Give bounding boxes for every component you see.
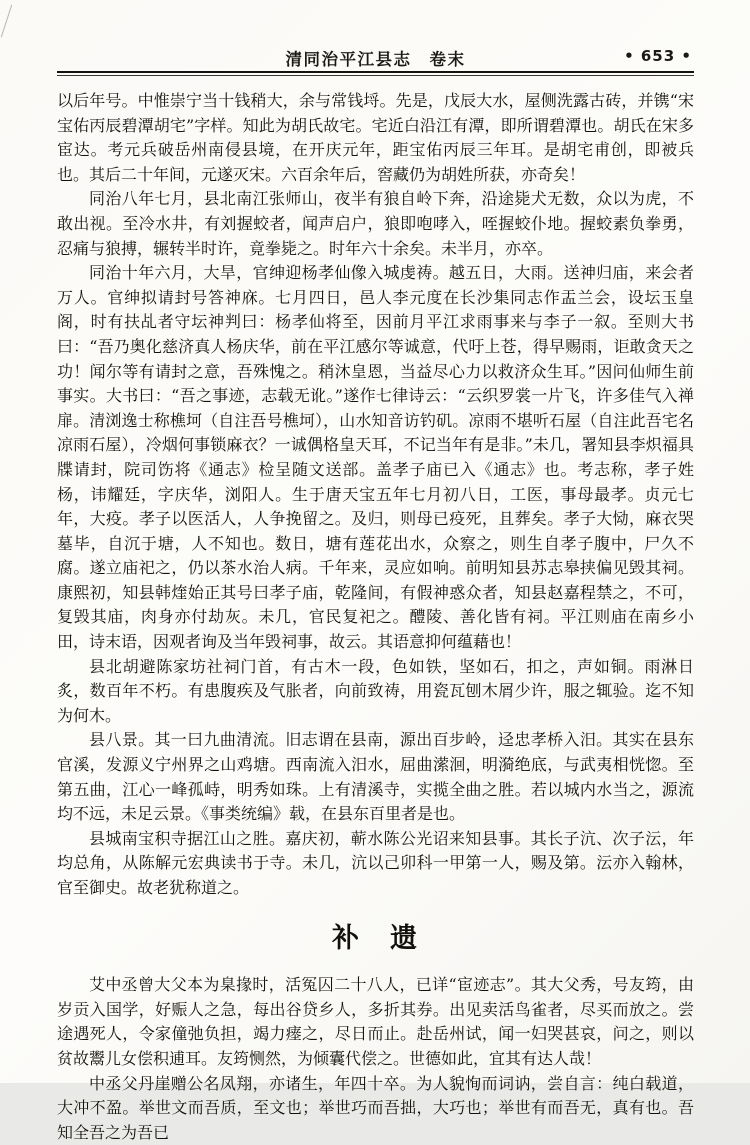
paragraph-danya-fengxiang: 中丞父丹崖赠公名凤翔，亦诸生，年四十卒。为人貌恂而词讷，尝自言：纯白载道，大冲不盈。举世文而吾质，至文也；举世巧而吾拙，大巧也；举世有而吾无，真有也。吾知全吾之为吾已 [57, 1073, 694, 1142]
paragraph-baoji-temple: 县城南宝积寺据江山之胜。嘉庆初，蕲水陈公光诏来知县事。其长子沆、次子沄，年均总角，从陈解元宏典读书于寺。未几，沆以己卯科一甲第一人，赐及第。沄亦入翰林，官至御史。故老犹称道之。 [57, 828, 694, 897]
scan-scratch-artifact [1, 5, 12, 38]
paragraph-ai-family: 艾中丞曾大父本为臬掾时，活冤囚二十八人，已详“宦迹志”。其大父秀，号友筠，由岁贡入国学，好赈人之急，每出谷贷乡人，多折其券。出见卖活鸟雀者，尽买而放之。尝途遇死人，令家僮弛负担，竭力瘗之，尽日而止。赴岳州试，闻一妇哭甚哀，问之，则以贫故鬻儿女偿积逋耳。友筠恻然，为倾囊代偿之。世德如此，宜其有达人哉！ [57, 975, 694, 1068]
section-heading-buyi: 补 遗 [332, 922, 419, 954]
paragraph-yang-xiaoxian: 同治十年六月，大旱，官绅迎杨孝仙像入城虔祷。越五日，大雨。送神归庙，来会者万人。官绅拟请封号答神庥。七月四日，邑人李元度在长沙集同志作盂兰会，设坛玉皇阁，时有扶乩者守坛神判曰：杨孝仙将至，因前月平江求雨事来与李子一叙。至则大书曰：“吾乃奥化慈济真人杨庆华，前在平江感尔等诚意，代吁上苍，得早赐雨，讵敢贪天之功！闻尔等有请封之意，吾殊愧之。稍沐皇恩，当益尽心力以救济众生耳。”因问仙师生前事实。大书曰：“吾之事迹，志载无讹。”遂作七律诗云：“云织罗裳一片飞，许多佳气入禅扉。清浏逸士称樵坷（自注吾号樵坷），山水知音访钓矶。凉雨不堪听石屋（自注此吾宅名凉雨石屋），冷烟何事锁麻衣？一诚偶格皇天耳，不记当年有是非。”未几，署知县李炽福具牒请封，院司饬将《通志》检呈随文送部。盖孝子庙已入《通志》也。考志称，孝子姓杨，讳耀廷，字庆华，浏阳人。生于唐天宝五年七月初八日，工医，事母最孝。贞元七年，大疫。孝子以医活人，人争挽留之。及归，则母已疫死，且葬矣。孝子大恸，麻衣哭墓毕，自沉于塘，人不知也。数日，塘有莲花出水，众察之，则生自孝子腹中，尸久不腐。遂立庙祀之，仍以茶水治人病。千年来，灵应如响。前明知县苏志皋挟偏见毁其祠。康熙初，知县韩煃始正其号曰孝子庙，乾隆间，有假神惑众者，知县赵嘉程禁之，不可，复毁其庙，肉身亦付劫灰。未几，官民复祀之。醴陵、善化皆有祠。平江则庙在南乡小田，诗末语，因观者询及当年毁祠事，故云。其语意抑何蕴藉也！ [57, 263, 694, 652]
paragraph-coins-hu-mansion: 以后年号。中惟崇宁当十钱稍大，余与常钱埒。先是，戊辰大水，屋侧洗露古砖，并镌“宋宝佑丙辰碧潭胡宅”字样。知此为胡氏故宅。宅近白沿江有潭，即所谓碧潭也。胡氏在宋多宦达。考元兵破岳州南侵县境，在开庆元年，距宝佑丙辰三年耳。是胡宅甫创，即被兵也。其后二十年间，元遂灭宋。六百余年后，窖藏仍为胡姓所获，亦奇矣！ [57, 91, 694, 184]
paragraph-eight-scenes: 县八景。其一曰九曲清流。旧志谓在县南，源出百步岭，迳忠孝桥入汨。其实在县东官溪，发源义宁州界之山鸡塘。西南流入汨水，屈曲潆洄，明漪绝底，与武夷相恍惚。至第五曲，江心一峰孤峙，明秀如珠。上有清溪寺，实揽全曲之胜。若以城内水当之，源流均不远，未足云景。《事类统编》载，在县东百里者是也。 [57, 730, 694, 824]
page-number: • 653 • [624, 47, 692, 65]
paragraph-ancient-wood: 县北胡避陈家坊社祠门首，有古木一段，色如铁，坚如石，扣之，声如铜。雨淋日炙，数百年不朽。有患腹疾及气胀者，向前致祷，用瓷瓦刨木屑少许，服之辄验。迄不知为何木。 [57, 656, 694, 725]
paragraph-wolf-story: 同治八年七月，县北南江张师山，夜半有狼自岭下奔，沿途毙犬无数，众以为虎，不敢出视。至冷水井，有刘握蛟者，闻声启户，狼即咆哮入，咥握蛟仆地。握蛟素负拳勇，忍痛与狼搏，辗转半时许，竟拳毙之。时年六十余矣。未半月，亦卒。 [57, 189, 694, 258]
document-title: 清同治平江县志 卷末 [285, 50, 466, 69]
header-rule [57, 71, 694, 76]
page-header [57, 46, 694, 68]
body-text [57, 89, 694, 1145]
